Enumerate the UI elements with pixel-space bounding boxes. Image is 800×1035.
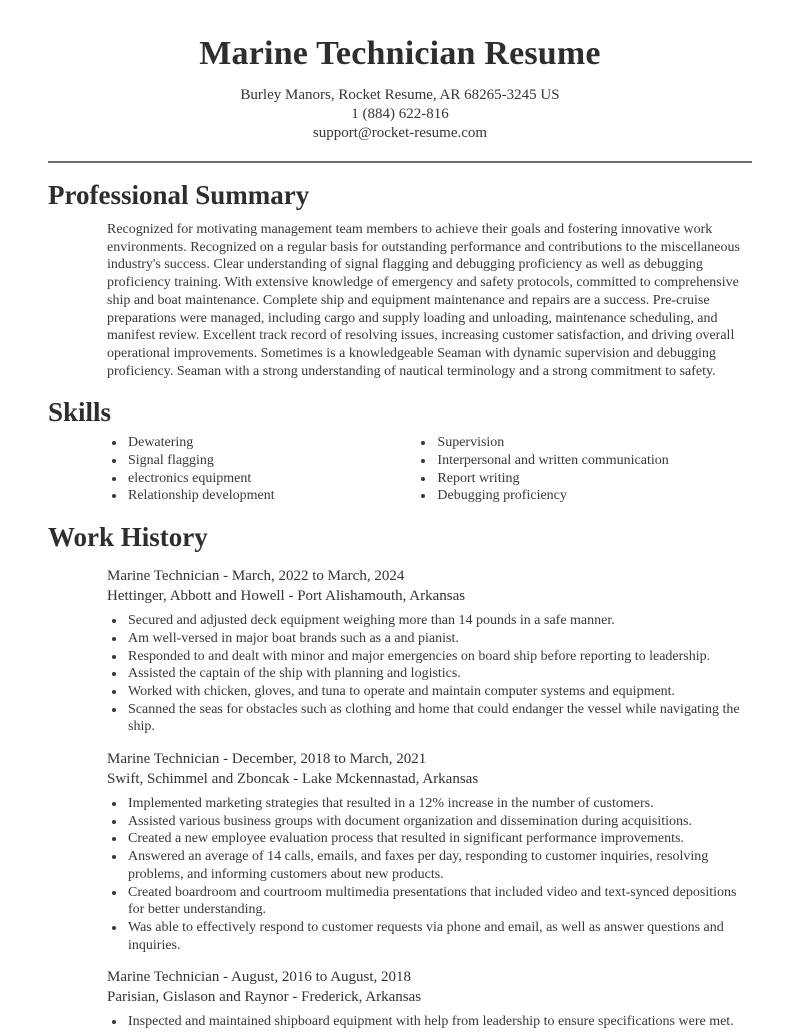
job-bullet: • Worked with chicken, gloves, and tuna to operate and maintain computer systems and equipment.: [126, 683, 752, 701]
job-bullet: • Answered an average of 14 calls, emails, and faxes per day, responding to customer inquiries, resolving problems, and informing customers about new products.: [126, 848, 752, 883]
page-title: Marine Technician Resume: [199, 35, 601, 72]
job-bullet: • Assisted various business groups with document organization and dissemination during acquisitions.: [126, 813, 752, 831]
job-company-line: Hettinger, Abbott and Howell - Port Alishamouth, Arkansas: [107, 587, 466, 604]
skill-item: • Dewatering: [126, 434, 375, 452]
job-bullet: • Assisted the captain of the ship with planning and logistics.: [126, 665, 752, 683]
job-bullet: • Responded to and dealt with minor and major emergencies on board ship before reporting to leadership.: [126, 648, 752, 666]
section-heading-skills: Skills: [48, 397, 112, 428]
job-bullet-list: [48, 795, 752, 954]
skill-item: • Signal flagging: [126, 452, 375, 470]
job-bullet: • Implemented marketing strategies that resulted in a 12% increase in the number of customers.: [126, 795, 752, 813]
job-bullet: • Was able to effectively respond to customer requests via phone and email, as well as answer questions and inquiries.: [126, 919, 752, 954]
work-history-entry: [48, 968, 752, 1031]
skill-item: • Interpersonal and written communication: [435, 452, 752, 470]
contact-address: Burley Manors, Rocket Resume, AR 68265-3245 US: [240, 87, 560, 103]
job-header: [107, 968, 752, 1007]
job-bullet-list: [48, 612, 752, 736]
job-title-line: Marine Technician - March, 2022 to March, 2024: [107, 568, 405, 585]
job-header: [107, 750, 752, 789]
summary-text: Recognized for motivating management team members to achieve their goals and fostering innovative work environments. Recognized on a regular basis for outstanding performance and contributions to the miscellaneous industry's success. Clear understanding of signal flagging and debugging proficiency as well as debugging proficiency training. With extensive knowledge of emergency and safety protocols, committed to comprehensive ship and boat maintenance. Complete ship and equipment maintenance and repairs are a success. Pre-cruise preparations were managed, including cargo and supply loading and unloading, maintenance scheduling, and manifest review. Excellent track record of resolving issues, increasing customer satisfaction, and driving overall operational improvements. Sometimes is a knowledgeable Seaman with dynamic supervision and debugging proficiency. Seaman with a strong understanding of nautical terminology and a strong commitment to safety.: [107, 222, 740, 379]
work-history-entry: [48, 750, 752, 954]
header-divider: [48, 161, 752, 163]
job-bullet: • Secured and adjusted deck equipment weighing more than 14 pounds in a safe manner.: [126, 612, 752, 630]
section-heading-work-history: Work History: [48, 522, 208, 553]
job-company-line: Swift, Schimmel and Zboncak - Lake Mckennastad, Arkansas: [107, 770, 479, 787]
contact-email: support@rocket-resume.com: [312, 125, 488, 141]
contact-block: [48, 86, 752, 143]
work-history-entry: [48, 567, 752, 736]
skills-list-right: [375, 434, 752, 505]
job-header: [107, 567, 752, 606]
skill-item: • Supervision: [435, 434, 752, 452]
job-company-line: Parisian, Gislason and Raynor - Frederick, Arkansas: [107, 988, 422, 1005]
job-bullet: • Inspected and maintained shipboard equipment with help from leadership to ensure specifications were met.: [126, 1013, 752, 1031]
job-bullet: • Created a new employee evaluation process that resulted in significant performance improvements.: [126, 830, 752, 848]
skills-columns: [48, 434, 752, 505]
job-bullet: • Scanned the seas for obstacles such as clothing and home that could endanger the vessel while navigating the ship.: [126, 701, 752, 736]
job-title-line: Marine Technician - December, 2018 to March, 2021: [107, 751, 427, 768]
skills-list-left: [48, 434, 375, 505]
job-title-line: Marine Technician - August, 2016 to August, 2018: [107, 969, 412, 986]
contact-phone: 1 (884) 622-816: [351, 106, 449, 122]
skill-item: • electronics equipment: [126, 470, 375, 488]
skill-item: • Debugging proficiency: [435, 487, 752, 505]
job-bullet-list: [48, 1013, 752, 1031]
job-bullet: • Created boardroom and courtroom multimedia presentations that included video and text-synced depositions for better understanding.: [126, 884, 752, 919]
job-bullet: • Am well-versed in major boat brands such as a and pianist.: [126, 630, 752, 648]
skill-item: • Relationship development: [126, 487, 375, 505]
skill-item: • Report writing: [435, 470, 752, 488]
section-heading-summary: Professional Summary: [48, 180, 310, 210]
